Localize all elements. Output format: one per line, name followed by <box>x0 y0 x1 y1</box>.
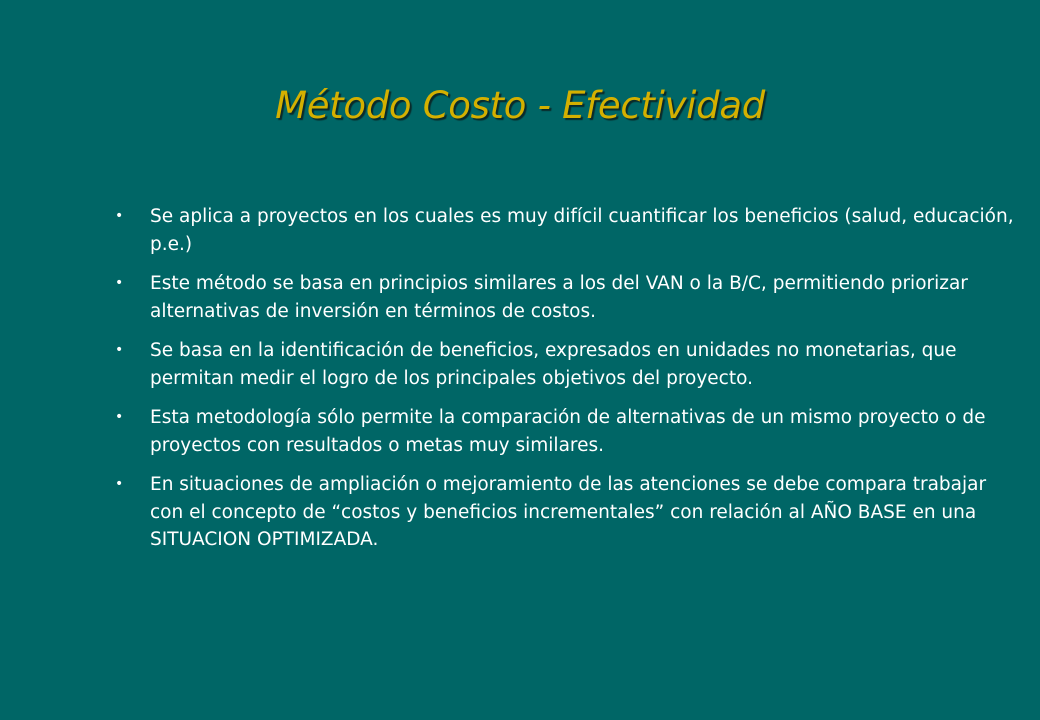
bullet-dot-icon: • <box>115 342 124 358</box>
bullet-item <box>113 404 1018 459</box>
bullet-dot-icon: • <box>115 409 124 425</box>
bullet-text: Se basa en la identificación de beneficios, expresados en unidades no monetarias, que permitan medir el logro de los principales objetivos del proyecto. <box>150 340 957 389</box>
bullet-text: En situaciones de ampliación o mejoramiento de las atenciones se debe compara trabajar con el concepto de “costos y beneficios incrementales” con relación al AÑO BASE en una SITUACION OPTIMIZADA. <box>150 474 987 550</box>
bullet-dot-icon: • <box>115 208 124 224</box>
bullet-text: Se aplica a proyectos en los cuales es muy difícil cuantificar los beneficios (salud, educación, p.e.) <box>150 206 1014 255</box>
slide-title: Método Costo - Efectividad <box>275 84 765 127</box>
bullet-item <box>113 270 1018 325</box>
bullet-text: Esta metodología sólo permite la comparación de alternativas de un mismo proyecto o de proyectos con resultados o metas muy similares. <box>150 407 986 456</box>
bullet-dot-icon: • <box>115 476 124 492</box>
bullet-text: Este método se basa en principios similares a los del VAN o la B/C, permitiendo priorizar alternativas de inversión en términos de costos. <box>150 273 968 322</box>
bullet-item <box>113 203 1018 258</box>
bullet-item <box>113 471 1018 554</box>
bullet-item <box>113 337 1018 392</box>
bullet-dot-icon: • <box>115 275 124 291</box>
bullet-list <box>113 203 1018 566</box>
